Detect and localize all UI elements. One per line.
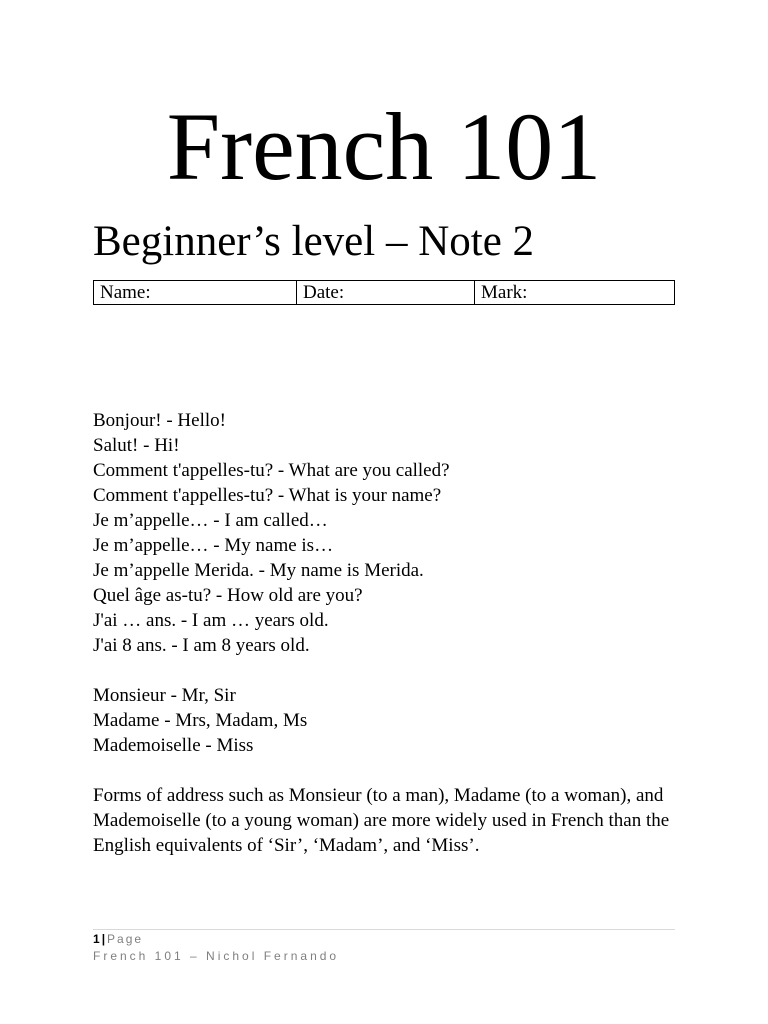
page-number: 1 <box>93 932 100 946</box>
spacer <box>93 658 693 683</box>
spacer <box>93 758 693 783</box>
mark-cell: Mark: <box>475 281 675 305</box>
explanation-paragraph: Forms of address such as Monsieur (to a man), Madame (to a woman), and Mademoiselle (to a young woman) are more widely used in French than the English equivalents of ‘Sir’, ‘Madam’, and ‘Miss’. <box>93 785 670 856</box>
page-separator: | <box>101 932 106 946</box>
phrase-line: Comment t'appelles-tu? - What is your name? <box>93 485 442 506</box>
footer-credit: French 101 – Nichol Fernando <box>93 949 340 963</box>
document-subtitle: Beginner’s level – Note 2 <box>93 218 535 265</box>
footer-divider <box>93 929 675 930</box>
phrase-line: J'ai … ans. - I am … years old. <box>93 610 329 631</box>
phrase-line: Je m’appelle… - I am called… <box>93 510 328 531</box>
name-cell: Name: <box>94 281 297 305</box>
page-label: Page <box>107 932 144 946</box>
document-title: French 101 <box>166 93 602 200</box>
date-cell: Date: <box>297 281 475 305</box>
phrase-line: Salut! - Hi! <box>93 435 180 456</box>
footer-page-number <box>93 932 143 946</box>
address-term-line: Mademoiselle - Miss <box>93 735 254 756</box>
phrase-line: Comment t'appelles-tu? - What are you called? <box>93 460 450 481</box>
phrase-line: Bonjour! - Hello! <box>93 410 226 431</box>
student-info-row <box>94 281 675 305</box>
phrase-line: Je m’appelle Merida. - My name is Merida. <box>93 560 424 581</box>
student-info-table <box>93 280 675 305</box>
address-term-line: Madame - Mrs, Madam, Ms <box>93 710 308 731</box>
lesson-body <box>93 408 693 858</box>
address-term-line: Monsieur - Mr, Sir <box>93 685 236 706</box>
phrase-line: Quel âge as-tu? - How old are you? <box>93 585 363 606</box>
phrase-line: Je m’appelle… - My name is… <box>93 535 334 556</box>
phrase-line: J'ai 8 ans. - I am 8 years old. <box>93 635 310 656</box>
